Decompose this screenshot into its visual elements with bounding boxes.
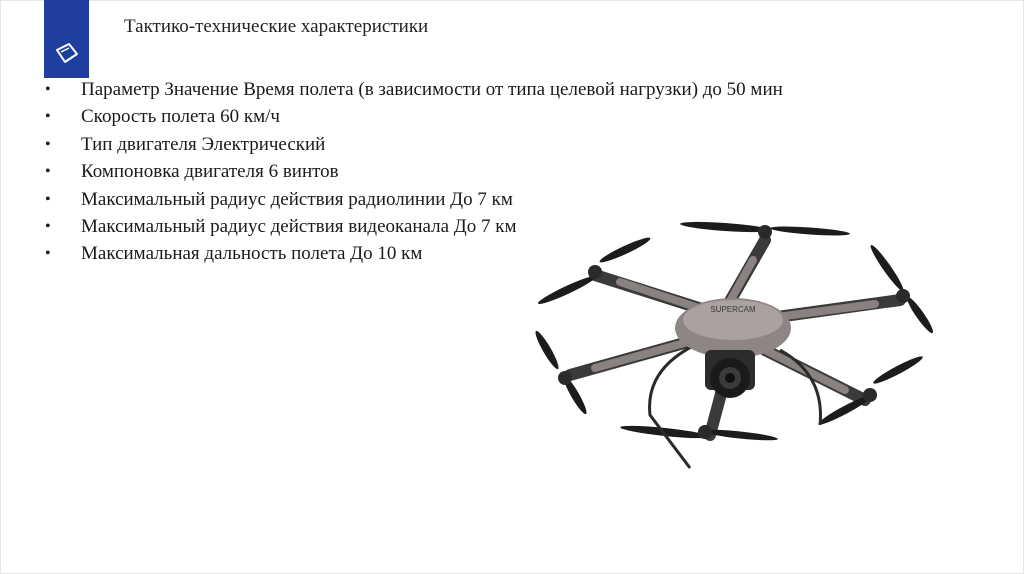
list-item: [44, 131, 783, 158]
list-item: [44, 76, 783, 103]
list-item: [44, 103, 783, 130]
bullet-icon: •: [45, 245, 51, 263]
slide-title: Тактико-технические характеристики: [124, 16, 429, 37]
list-item: [44, 186, 783, 213]
bullet-icon: •: [45, 218, 51, 236]
list-item-text: Компоновка двигателя 6 винтов: [81, 161, 339, 183]
list-item-text: Параметр Значение Время полета (в зависимости от типа целевой нагрузки) до 50 мин: [81, 79, 783, 100]
slide-badge: [44, 0, 89, 78]
bullet-icon: •: [45, 108, 51, 126]
drone-image: [525, 210, 945, 480]
list-item: [44, 158, 783, 185]
list-item-text: Максимальный радиус действия радиолинии До 7 км: [81, 188, 513, 210]
book-icon: [54, 40, 80, 66]
drone-brand-label: SUPERCAM: [710, 305, 756, 314]
bullet-icon: •: [45, 135, 51, 153]
list-item-text: Максимальная дальность полета До 10 км: [81, 243, 423, 265]
list-item-text: Максимальный радиус действия видеоканала До 7 км: [81, 216, 517, 238]
bullet-icon: •: [45, 190, 51, 208]
list-item-text: Скорость полета 60 км/ч: [81, 106, 280, 128]
list-item-text: Тип двигателя Электрический: [81, 133, 326, 155]
bullet-icon: •: [45, 163, 51, 181]
bullet-icon: •: [45, 81, 51, 98]
